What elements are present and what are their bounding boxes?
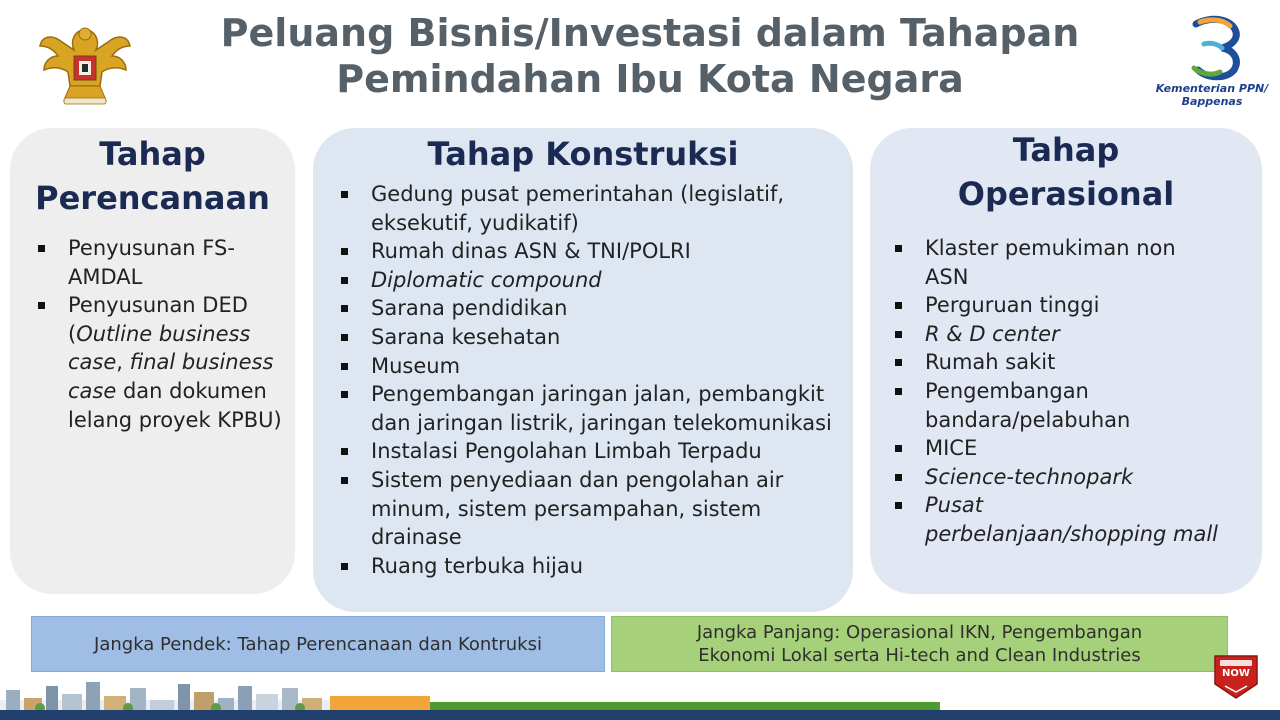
operasional-list <box>925 234 1225 549</box>
list-item: Perguruan tinggi <box>925 291 1225 320</box>
list-item-text: , <box>116 350 130 375</box>
list-item: Klaster pemukiman non ASN <box>925 234 1225 291</box>
list-item: Ruang terbuka hijau <box>371 552 841 581</box>
panel-perencanaan-title-line-1: Tahap <box>99 135 206 173</box>
list-item: Penyusunan FS-AMDAL <box>68 234 286 291</box>
panel-perencanaan-title-line-2: Perencanaan <box>35 179 270 217</box>
banner-jangka-pendek: Jangka Pendek: Tahap Perencanaan dan Kontruksi <box>31 616 605 672</box>
list-item-italic-text: final business case <box>68 350 274 403</box>
list-item-italic-text: Outline business case <box>68 321 251 375</box>
list-item: Sarana kesehatan <box>371 323 841 352</box>
bappenas-logo-icon <box>1150 14 1274 82</box>
list-item-text: Penyusunan DED ( <box>68 293 248 346</box>
list-item-italic-text: shopping mall <box>1070 521 1219 546</box>
page-title <box>170 10 1130 102</box>
panel-operasional-title <box>870 128 1262 216</box>
list-item: Gedung pusat pemerintahan (legislatif, eksekutif, yudikatif) <box>371 180 841 237</box>
title-line-1: Peluang Bisnis/Investasi dalam Tahapan <box>220 11 1080 55</box>
list-item: Science-technopark <box>925 463 1225 492</box>
ministry-name-line-2: Bappenas <box>1181 95 1243 108</box>
panel-operasional <box>870 128 1262 594</box>
perencanaan-list <box>68 234 286 434</box>
list-item: Pengembangan jaringan jalan, pembangkit dan jaringan listrik, jaringan telekomunikasi <box>371 380 841 437</box>
ministry-name-line-1: Kementerian PPN/ <box>1155 82 1269 95</box>
garuda-emblem-icon <box>34 12 136 112</box>
list-item: Sarana pendidikan <box>371 294 841 323</box>
list-item: Rumah sakit <box>925 348 1225 377</box>
banner-jangka-panjang <box>611 616 1228 672</box>
list-item <box>68 291 286 434</box>
list-item: Museum <box>371 352 841 381</box>
subscribe-label: NOW <box>1222 668 1250 679</box>
list-item-italic-text: Pusat perbelanjaan/ <box>925 493 1071 546</box>
panel-operasional-title-line-1: Tahap <box>1012 131 1120 169</box>
subscribe-button[interactable] <box>1211 652 1261 700</box>
panel-operasional-title-line-2: Operasional <box>957 175 1175 213</box>
panel-perencanaan <box>10 128 295 594</box>
list-item: Instalasi Pengolahan Limbah Terpadu <box>371 437 841 466</box>
ministry-name <box>1150 82 1274 108</box>
list-item: Rumah dinas ASN & TNI/POLRI <box>371 237 841 266</box>
footer-bar-orange <box>330 696 430 710</box>
panel-konstruksi-title: Tahap Konstruksi <box>427 135 739 173</box>
banner-jangka-panjang-line-1: Jangka Panjang: Operasional IKN, Pengembangan <box>696 622 1143 643</box>
panel-perencanaan-title <box>10 128 295 220</box>
list-item: Pengembangan bandara/pelabuhan <box>925 377 1225 434</box>
title-line-2: Pemindahan Ibu Kota Negara <box>336 57 964 101</box>
list-item: Sistem penyediaan dan pengolahan air minum, sistem persampahan, sistem drainase <box>371 466 841 552</box>
list-item <box>925 491 1225 548</box>
list-item: MICE <box>925 434 1225 463</box>
footer-decoration <box>0 678 1280 720</box>
list-item: Diplomatic compound <box>371 266 841 295</box>
konstruksi-list <box>371 180 841 580</box>
banner-jangka-panjang-line-2: Ekonomi Lokal serta Hi-tech and Clean Industries <box>698 645 1141 666</box>
ministry-logo <box>1150 14 1274 114</box>
list-item-text: dan dokumen lelang proyek KPBU) <box>68 378 282 432</box>
footer-bar-green <box>430 702 940 710</box>
footer-bar-navy <box>0 710 1280 720</box>
panel-konstruksi <box>313 128 853 612</box>
list-item: R & D center <box>925 320 1225 349</box>
